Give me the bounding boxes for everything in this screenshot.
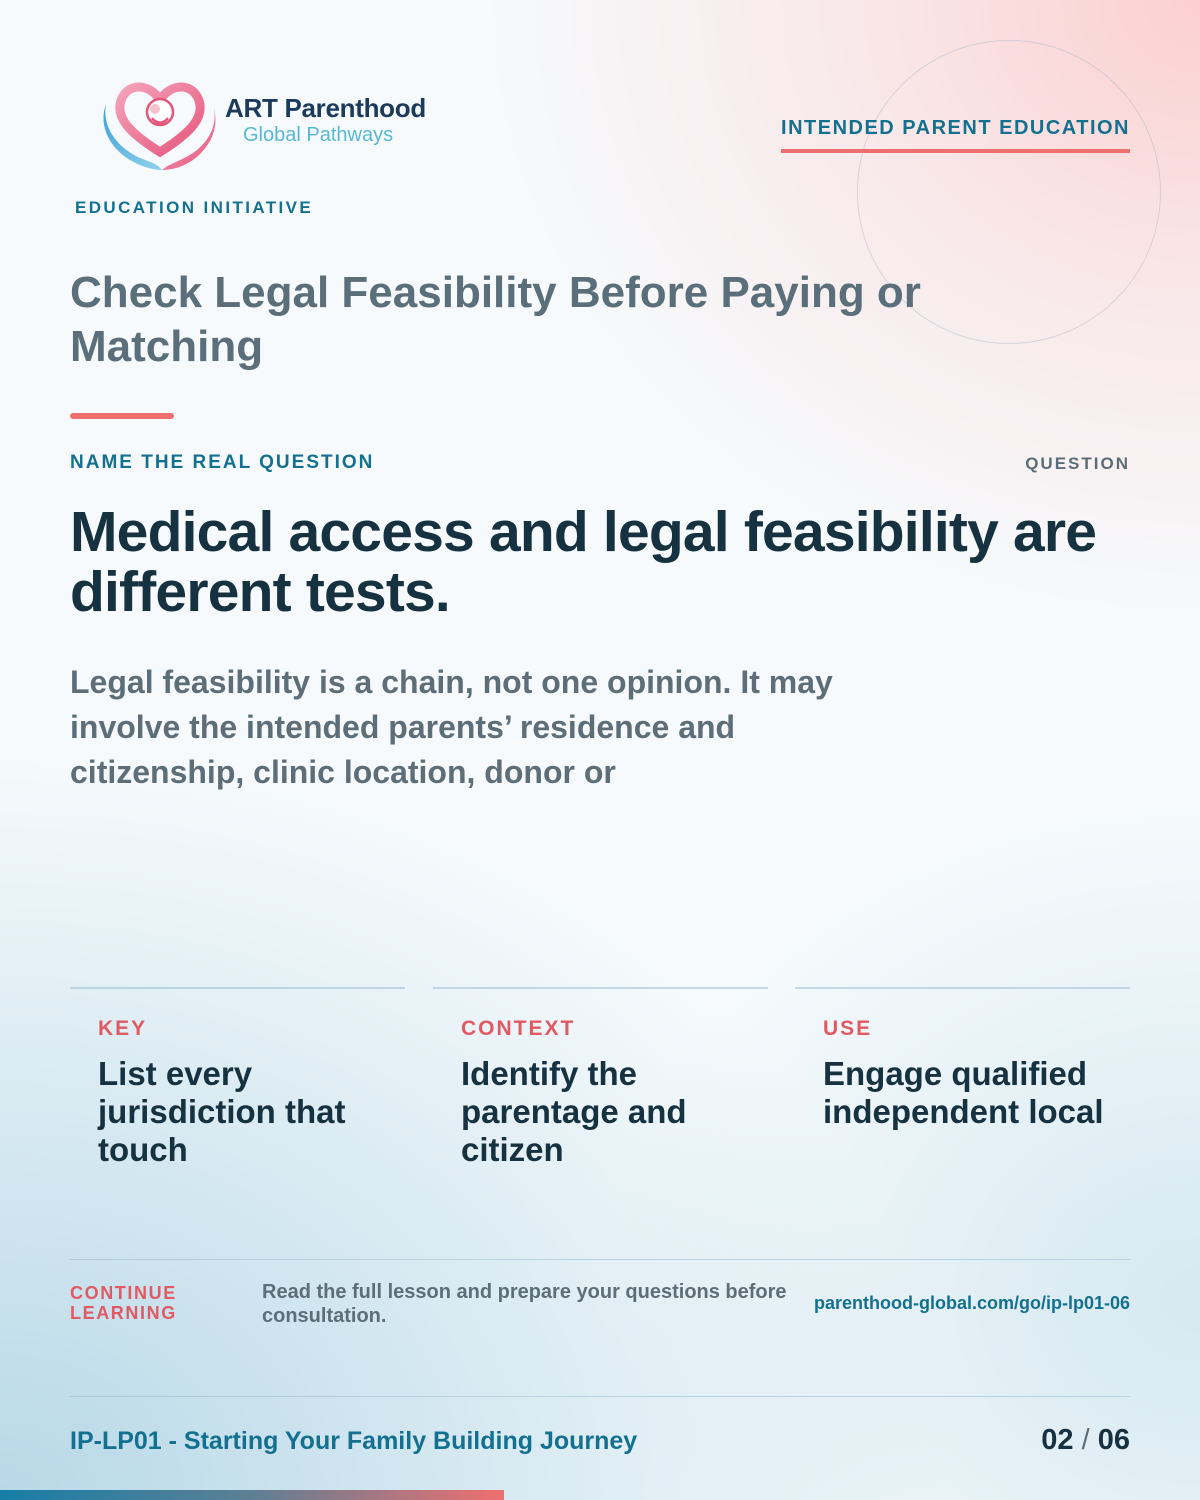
card-label: CONTEXT xyxy=(461,1017,576,1040)
brand-name: ART Parenthood xyxy=(225,93,426,123)
header-tag: INTENDED PARENT EDUCATION xyxy=(781,117,1130,153)
accent-bar xyxy=(70,413,174,419)
lesson-title: Check Legal Feasibility Before Paying or Matching xyxy=(70,268,921,371)
progress-bar xyxy=(0,1490,1200,1500)
card-label: USE xyxy=(823,1017,873,1040)
page-total: 06 xyxy=(1097,1424,1130,1456)
heart-hands-baby-logo-icon xyxy=(100,74,220,174)
page-separator: / xyxy=(1081,1424,1090,1456)
section-label: NAME THE REAL QUESTION xyxy=(70,452,375,473)
card-key xyxy=(70,987,405,1189)
card-context xyxy=(433,987,768,1189)
progress-fill xyxy=(0,1490,504,1500)
lesson-link[interactable]: parenthood-global.com/go/ip-lp01-06 xyxy=(813,1293,1130,1313)
divider xyxy=(70,1259,1130,1260)
body-text: Legal feasibility is a chain, not one opinion. It may involve the intended parents’ residence and citizenship, clinic location, donor or xyxy=(70,664,833,790)
card-label: KEY xyxy=(98,1017,148,1040)
continue-learning-label: CONTINUE LEARNING xyxy=(70,1283,177,1323)
brand-subtitle: Global Pathways xyxy=(243,124,394,146)
card-text: Identify the parentage and citizen xyxy=(461,1055,687,1168)
headline: Medical access and legal feasibility are different tests. xyxy=(70,500,1097,624)
card-use xyxy=(795,987,1130,1189)
continue-learning-text: Read the full lesson and prepare your questions before consultation. xyxy=(262,1281,787,1327)
page-indicator xyxy=(1041,1424,1130,1457)
card-text: List every jurisdiction that touch xyxy=(98,1055,346,1168)
course-name: IP-LP01 - Starting Your Family Building Journey xyxy=(70,1427,638,1455)
initiative-label: EDUCATION INITIATIVE xyxy=(75,198,314,217)
card-text: Engage qualified independent local xyxy=(823,1055,1104,1130)
page-current: 02 xyxy=(1041,1424,1074,1456)
section-type: QUESTION xyxy=(1025,454,1130,473)
divider xyxy=(70,1396,1130,1397)
